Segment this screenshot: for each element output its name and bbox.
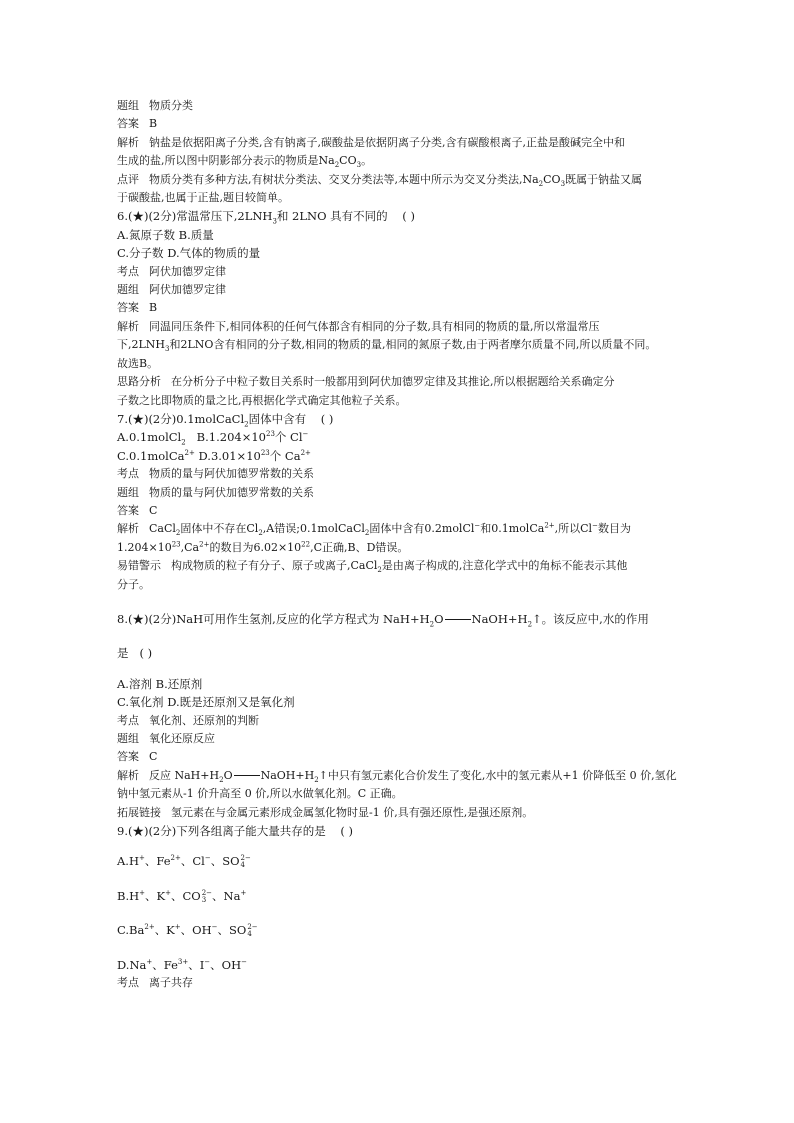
q6-group: 题组 阿伏加德罗定律 (117, 283, 226, 297)
q7-knowledge-point: 考点 物质的量与阿伏加德罗常数的关系 (117, 467, 314, 481)
q7-warning: 易错警示 构成物质的粒子有分子、原子或离子,CaCl$_2$是由离子构成的,注意化学式中的角标不能表示其他 (117, 559, 628, 575)
comment-line: 点评 物质分类有多种方法,有树状分类法、交叉分类法等,本题中所示为交叉分类法$,Na_2CO_3$既属于钠盐又属 (117, 172, 643, 188)
analysis-line: 解析 钠盐是依据阳离子分类,含有钠离子,碳酸盐是依据阴离子分类,含有碳酸根离子,正盐是酸碱完全中和 (117, 135, 625, 149)
question-8-options-ab: A.溶剂 B.还原剂 (117, 676, 203, 691)
question-9-stem: 9.(★)(2分)下列各组离子能大量共存的是 ( ) (117, 824, 353, 839)
question-8-stem: 8.(★)(2分)NaH可用作生氢剂,反应的化学方程式为 $NaH+H_2O$ $NaOH+H_2↑$。该反应中,水的作用 (117, 611, 649, 629)
question-9-option-c: $C.Ba^{2+}$、K+、OH−、SO 2− 4 (117, 923, 258, 939)
answer-line: 答案 B (117, 117, 158, 131)
question-7-stem: 7.(★)(2分)0.1molCaCl$_2$固体中含有 ( ) (117, 411, 334, 429)
comment-line-2: 于碳酸盐,也属于正盐,题目较简单。 (117, 191, 289, 205)
question-9-option-b: B.H+、K+、CO 2− 3 、Na+ (117, 888, 247, 904)
question-7-options-ab: A.0.1molCl$_2$ $B.1.204\times 10^{23}$个 Cl− (117, 430, 309, 447)
q7-answer: 答案 C (117, 503, 158, 517)
q8-analysis: 解析 反应 $NaH+H_2O$ $NaOH+H_2↑$中只有氢元素化合价发生了变化,水中的氢元素从+1 价降低至 0 价,氢化 (117, 768, 677, 784)
analysis-line-2: 生成的盐,所以图中阴影部分表示的物质是$Na_2CO_3$。 (117, 154, 373, 170)
q7-group: 题组 物质的量与阿伏加德罗常数的关系 (117, 485, 314, 499)
q8-answer: 答案 C (117, 750, 158, 764)
document-page (117, 97, 687, 992)
q9-knowledge-point: 考点 离子共存 (117, 976, 193, 990)
question-7-options-cd: C.0.1molCa$^{2+}$ $D.3.01\times 10^{23}$个 $Ca^{2+}$ (117, 448, 311, 463)
q6-analysis: 解析 同温同压条件下,相同体积的任何气体都含有相同的分子数,具有相同的物质的量,所以常温常压 (117, 319, 600, 333)
q8-extension: 拓展链接 氢元素在与金属元素形成金属氢化物时显-1 价,具有强还原性,是强还原剂。 (117, 805, 534, 819)
q6-analysis-3: 故选B。 (117, 356, 159, 370)
q6-thinking-2: 子数之比即物质的量之比,再根据化学式确定其他粒子关系。 (117, 393, 407, 407)
question-8-stem-2: 是 ( ) (117, 646, 153, 661)
q7-analysis-2: $1.204\times 10^{23},Ca^{2+}$的数目为$6.02\times 10^{22},C$正确,B、D错误。 (117, 540, 409, 554)
question-6-stem: 6.(★)(2分)常温常压下$,2LNH_3$和 2LNO 具有不同的 ( ) (117, 209, 415, 226)
question-6-options-ab: A.氮原子数 B.质量 (117, 227, 214, 242)
q6-answer: 答案 B (117, 301, 158, 315)
q7-warning-2: 分子。 (117, 577, 150, 591)
question-9-option-d: D.Na+、$Fe^{3+}$、I−、OH− (117, 957, 248, 972)
q8-group: 题组 氧化还原反应 (117, 732, 215, 745)
q6-thinking: 思路分析 在分析分子中粒子数目关系时一般都用到阿伏加德罗定律及其推论,所以根据题给关系确定分 (117, 375, 615, 389)
q6-analysis-2: 下$,2LNH_3$和2LNO含有相同的分子数,相同的物质的量,相同的氮原子数,由于两者摩尔质量不同,所以质量不同。 (117, 338, 657, 354)
q6-knowledge-point: 考点 阿伏加德罗定律 (117, 264, 226, 278)
question-9-option-a: A.H+、$Fe^{2+}$、Cl−、SO 2− 4 (117, 854, 251, 870)
group-line: 题组 物质分类 (117, 99, 193, 112)
q8-knowledge-point: 考点 氧化剂、还原剂的判断 (117, 713, 259, 727)
equation-arrow (445, 619, 471, 620)
question-8-options-cd: C.氧化剂 D.既是还原剂又是氧化剂 (117, 695, 295, 710)
equation-arrow (234, 775, 260, 776)
q8-analysis-2: 钠中氢元素从-1 价升高至 0 价,所以水做氧化剂。C 正确。 (117, 787, 403, 801)
q7-analysis: 解析 CaCl$_2$固体中不存在$Cl_2,A$错误;0.1molCaCl$_2$固体中含有0.2molCl−和0.1molCa$^{2+}$,所以Cl−数目为 (117, 521, 631, 538)
question-6-options-cd: C.分子数 D.气体的物质的量 (117, 246, 261, 261)
